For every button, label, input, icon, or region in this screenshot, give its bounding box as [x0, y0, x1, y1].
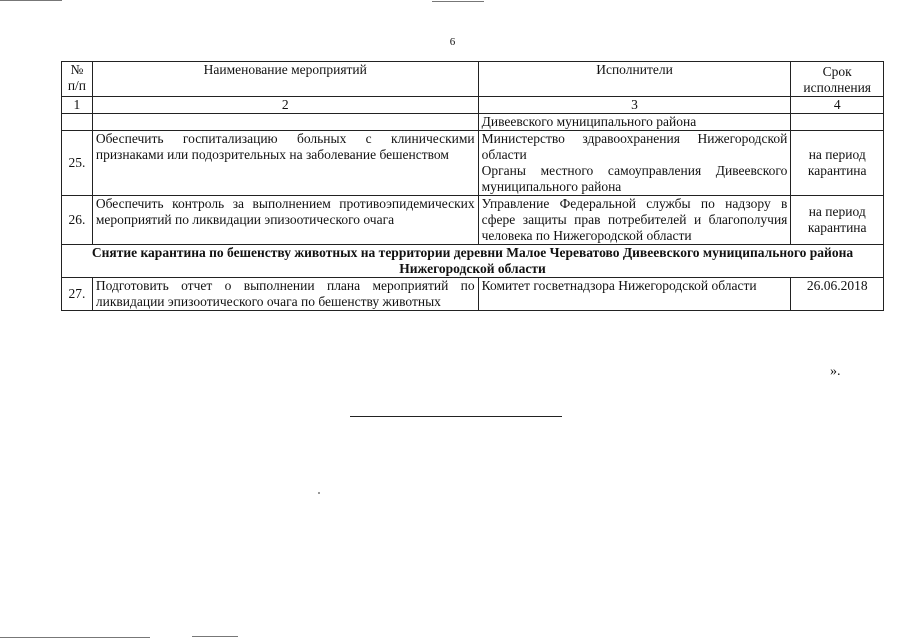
term-cell: на период карантина: [791, 131, 884, 196]
executors-cell: [478, 131, 791, 196]
scan-top-line-right: [432, 1, 484, 2]
row-number: 25.: [62, 131, 93, 196]
section-title-row: [62, 245, 884, 278]
page-number: 6: [449, 36, 456, 48]
column-index-2: 2: [92, 97, 478, 114]
executor-entry: Министерство здравоохранения Нижегородской области: [481, 131, 788, 162]
row-number: 27.: [62, 278, 93, 311]
activity-name: Обеспечить контроль за выполнением противоэпидемических мероприятий по ликвидации эпизоотического очага: [92, 196, 478, 245]
scan-top-line-left: [0, 0, 62, 1]
executors-cell: [478, 196, 791, 245]
closing-quote-mark: ».: [830, 364, 841, 379]
scan-bottom-line-left: [0, 637, 150, 638]
continuation-executors: Дивеевского муниципального района: [478, 114, 791, 131]
signature-separator-line: [350, 416, 562, 417]
column-index-1: 1: [62, 97, 93, 114]
column-index-4: 4: [791, 97, 884, 114]
header-executors: Исполнители: [478, 62, 791, 97]
executor-entry: Органы местного самоуправления Дивеевского муниципального района: [481, 163, 788, 194]
table-row: [62, 196, 884, 245]
continuation-row: [62, 114, 884, 131]
activity-name: Подготовить отчет о выполнении плана мероприятий по ликвидации эпизоотического очага по бешенству животных: [92, 278, 478, 311]
section-title: Снятие карантина по бешенству животных на территории деревни Малое Череватово Дивеевского муниципального района Нижегородской области: [62, 245, 884, 278]
executor-entry: Управление Федеральной службы по надзору в сфере защиты прав потребителей и благополучия человека по Нижегородской области: [481, 196, 788, 243]
term-cell: 26.06.2018: [791, 278, 884, 311]
table-row: [62, 278, 884, 311]
header-number: № п/п: [62, 62, 93, 97]
column-index-3: 3: [478, 97, 791, 114]
header-activity-name: Наименование мероприятий: [92, 62, 478, 97]
scan-bottom-line-right: [192, 636, 238, 637]
column-index-row: [62, 97, 884, 114]
activity-plan-table: [61, 61, 884, 311]
table-row: [62, 131, 884, 196]
activity-name: Обеспечить госпитализацию больных с клиническими признаками или подозрительных на заболевание бешенством: [92, 131, 478, 196]
table-header-row: [62, 62, 884, 97]
header-term: Срок исполнения: [791, 62, 884, 97]
row-number: 26.: [62, 196, 93, 245]
executors-cell: Комитет госветнадзора Нижегородской области: [478, 278, 791, 311]
scan-speck: [318, 492, 320, 494]
term-cell: на период карантина: [791, 196, 884, 245]
